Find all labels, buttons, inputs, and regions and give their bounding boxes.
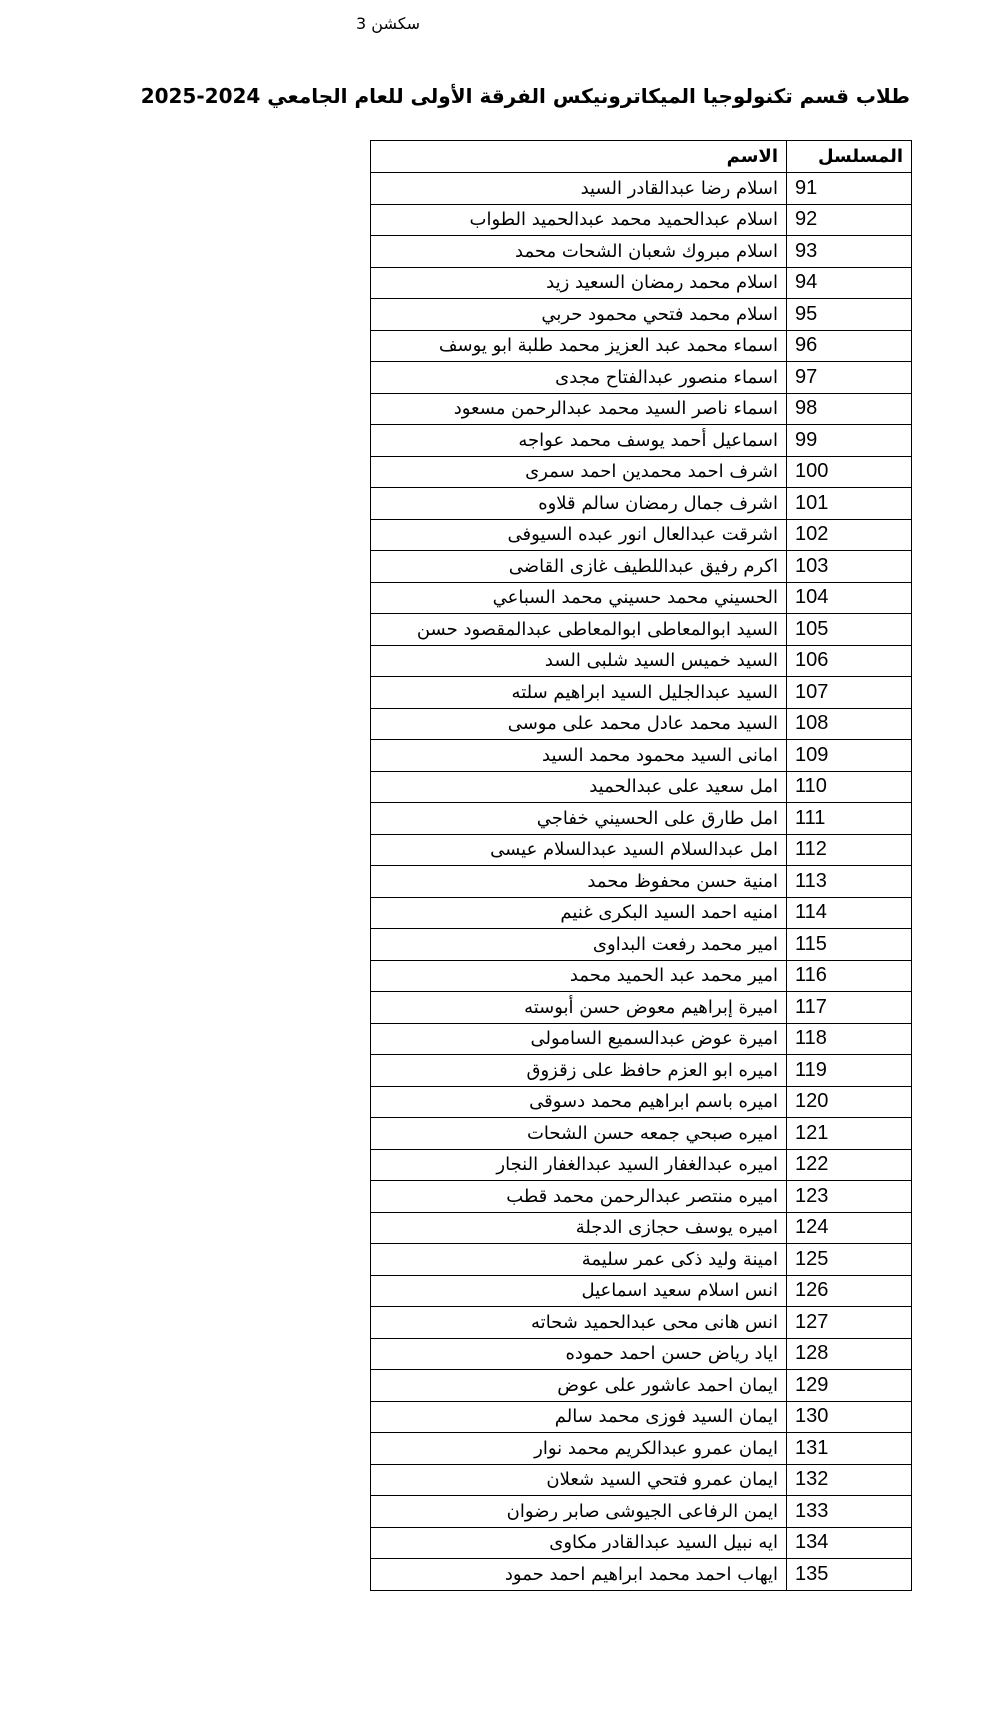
table-row: [371, 771, 912, 803]
table-row: [371, 645, 912, 677]
student-name-cell: امير محمد رفعت البداوى: [371, 929, 787, 961]
serial-cell: 130: [787, 1401, 912, 1433]
serial-cell: 96: [787, 330, 912, 362]
table-row: [371, 1559, 912, 1591]
serial-cell: 123: [787, 1181, 912, 1213]
table-row: [371, 1212, 912, 1244]
serial-cell: 113: [787, 866, 912, 898]
student-name-cell: امل سعيد على عبدالحميد: [371, 771, 787, 803]
table-row: [371, 1149, 912, 1181]
table-row: [371, 1244, 912, 1276]
table-row: [371, 740, 912, 772]
student-name-cell: اميرة عوض عبدالسميع السامولى: [371, 1023, 787, 1055]
serial-cell: 91: [787, 173, 912, 205]
table-header: [371, 141, 912, 173]
student-name-cell: امنيه احمد السيد البكرى غنيم: [371, 897, 787, 929]
table-row: [371, 1118, 912, 1150]
serial-cell: 125: [787, 1244, 912, 1276]
serial-cell: 92: [787, 204, 912, 236]
table-row: [371, 1086, 912, 1118]
serial-cell: 135: [787, 1559, 912, 1591]
serial-cell: 105: [787, 614, 912, 646]
table-row: [371, 1338, 912, 1370]
serial-cell: 119: [787, 1055, 912, 1087]
table-row: [371, 960, 912, 992]
header-row: [371, 141, 912, 173]
table-row: [371, 204, 912, 236]
student-name-cell: اسلام عبدالحميد محمد عبدالحميد الطواب: [371, 204, 787, 236]
student-name-cell: اشرف احمد محمدين احمد سمرى: [371, 456, 787, 488]
students-table: [370, 140, 912, 1591]
student-name-cell: السيد ابوالمعاطى ابوالمعاطى عبدالمقصود حسن: [371, 614, 787, 646]
table-row: [371, 677, 912, 709]
serial-cell: 104: [787, 582, 912, 614]
table-row: [371, 519, 912, 551]
student-name-cell: اميره باسم ابراهيم محمد دسوقى: [371, 1086, 787, 1118]
student-name-cell: ايمان عمرو فتحي السيد شعلان: [371, 1464, 787, 1496]
table-body: [371, 173, 912, 1591]
table-row: [371, 299, 912, 331]
section-label: سكشن 3: [356, 14, 420, 33]
table-row: [371, 1496, 912, 1528]
table-row: [371, 393, 912, 425]
table-row: [371, 708, 912, 740]
student-name-cell: اميره عبدالغفار السيد عبدالغفار النجار: [371, 1149, 787, 1181]
table-row: [371, 897, 912, 929]
serial-cell: 126: [787, 1275, 912, 1307]
serial-cell: 102: [787, 519, 912, 551]
table-row: [371, 582, 912, 614]
serial-cell: 117: [787, 992, 912, 1024]
serial-cell: 110: [787, 771, 912, 803]
student-name-cell: اسلام محمد رمضان السعيد زيد: [371, 267, 787, 299]
serial-cell: 109: [787, 740, 912, 772]
table-row: [371, 1275, 912, 1307]
serial-cell: 124: [787, 1212, 912, 1244]
table-row: [371, 992, 912, 1024]
table-row: [371, 834, 912, 866]
table-row: [371, 362, 912, 394]
serial-cell: 111: [787, 803, 912, 835]
serial-cell: 115: [787, 929, 912, 961]
student-name-cell: امل عبدالسلام السيد عبدالسلام عيسى: [371, 834, 787, 866]
serial-cell: 127: [787, 1307, 912, 1339]
student-name-cell: اسلام رضا عبدالقادر السيد: [371, 173, 787, 205]
student-name-cell: السيد خميس السيد شلبى السد: [371, 645, 787, 677]
student-name-cell: ايمان احمد عاشور على عوض: [371, 1370, 787, 1402]
serial-cell: 120: [787, 1086, 912, 1118]
student-name-cell: اميره منتصر عبدالرحمن محمد قطب: [371, 1181, 787, 1213]
table-row: [371, 803, 912, 835]
student-name-cell: ايمان عمرو عبدالكريم محمد نوار: [371, 1433, 787, 1465]
student-name-cell: اسلام محمد فتحي محمود حربي: [371, 299, 787, 331]
student-name-cell: اياد رياض حسن احمد حموده: [371, 1338, 787, 1370]
serial-cell: 97: [787, 362, 912, 394]
student-name-cell: اسماء منصور عبدالفتاح مجدى: [371, 362, 787, 394]
student-name-cell: اسماء ناصر السيد محمد عبدالرحمن مسعود: [371, 393, 787, 425]
student-name-cell: اميره يوسف حجازى الدجلة: [371, 1212, 787, 1244]
serial-cell: 93: [787, 236, 912, 268]
student-name-cell: ايمن الرفاعى الجيوشى صابر رضوان: [371, 1496, 787, 1528]
table-row: [371, 488, 912, 520]
student-name-cell: اميرة إبراهيم معوض حسن أبوسته: [371, 992, 787, 1024]
student-name-cell: امل طارق على الحسيني خفاجي: [371, 803, 787, 835]
table-row: [371, 1181, 912, 1213]
serial-column-header: المسلسل: [787, 141, 912, 173]
student-name-cell: اكرم رفيق عبداللطيف غازى القاضى: [371, 551, 787, 583]
student-name-cell: السيد محمد عادل محمد على موسى: [371, 708, 787, 740]
student-name-cell: امانى السيد محمود محمد السيد: [371, 740, 787, 772]
student-name-cell: اميره صبحي جمعه حسن الشحات: [371, 1118, 787, 1150]
student-name-cell: انس اسلام سعيد اسماعيل: [371, 1275, 787, 1307]
student-name-cell: الحسيني محمد حسيني محمد السباعي: [371, 582, 787, 614]
serial-cell: 108: [787, 708, 912, 740]
serial-cell: 122: [787, 1149, 912, 1181]
table-row: [371, 866, 912, 898]
document-title: طلاب قسم تكنولوجيا الميكاترونيكس الفرقة الأولى للعام الجامعي 2024-2025: [140, 84, 910, 108]
serial-cell: 101: [787, 488, 912, 520]
table-row: [371, 614, 912, 646]
student-name-cell: اشرقت عبدالعال انور عبده السيوفى: [371, 519, 787, 551]
serial-cell: 121: [787, 1118, 912, 1150]
table-row: [371, 1370, 912, 1402]
serial-cell: 134: [787, 1527, 912, 1559]
student-name-cell: انس هانى محى عبدالحميد شحاته: [371, 1307, 787, 1339]
serial-cell: 112: [787, 834, 912, 866]
serial-cell: 107: [787, 677, 912, 709]
serial-cell: 129: [787, 1370, 912, 1402]
student-name-cell: ايمان السيد فوزى محمد سالم: [371, 1401, 787, 1433]
table-row: [371, 173, 912, 205]
student-name-cell: اشرف جمال رمضان سالم قلاوه: [371, 488, 787, 520]
student-name-cell: اميره ابو العزم حافظ على زقزوق: [371, 1055, 787, 1087]
serial-cell: 118: [787, 1023, 912, 1055]
student-name-cell: امينة وليد ذكى عمر سليمة: [371, 1244, 787, 1276]
student-name-cell: اسماعيل أحمد يوسف محمد عواجه: [371, 425, 787, 457]
serial-cell: 95: [787, 299, 912, 331]
student-name-cell: ايهاب احمد محمد ابراهيم احمد حمود: [371, 1559, 787, 1591]
table-row: [371, 1464, 912, 1496]
table-row: [371, 456, 912, 488]
serial-cell: 99: [787, 425, 912, 457]
table-row: [371, 929, 912, 961]
serial-cell: 98: [787, 393, 912, 425]
serial-cell: 106: [787, 645, 912, 677]
name-column-header: الاسم: [371, 141, 787, 173]
table-row: [371, 1401, 912, 1433]
table-row: [371, 425, 912, 457]
table-row: [371, 330, 912, 362]
serial-cell: 100: [787, 456, 912, 488]
student-name-cell: السيد عبدالجليل السيد ابراهيم سلته: [371, 677, 787, 709]
serial-cell: 128: [787, 1338, 912, 1370]
table-row: [371, 267, 912, 299]
table-row: [371, 1023, 912, 1055]
student-name-cell: ايه نبيل السيد عبدالقادر مكاوى: [371, 1527, 787, 1559]
student-name-cell: اسلام مبروك شعبان الشحات محمد: [371, 236, 787, 268]
table-row: [371, 1433, 912, 1465]
serial-cell: 114: [787, 897, 912, 929]
serial-cell: 131: [787, 1433, 912, 1465]
serial-cell: 132: [787, 1464, 912, 1496]
serial-cell: 103: [787, 551, 912, 583]
serial-cell: 94: [787, 267, 912, 299]
table-row: [371, 1055, 912, 1087]
student-name-cell: امنية حسن محفوظ محمد: [371, 866, 787, 898]
table-row: [371, 1307, 912, 1339]
student-name-cell: امير محمد عبد الحميد محمد: [371, 960, 787, 992]
table-row: [371, 236, 912, 268]
serial-cell: 133: [787, 1496, 912, 1528]
table-row: [371, 1527, 912, 1559]
table-row: [371, 551, 912, 583]
serial-cell: 116: [787, 960, 912, 992]
student-name-cell: اسماء محمد عبد العزيز محمد طلبة ابو يوسف: [371, 330, 787, 362]
